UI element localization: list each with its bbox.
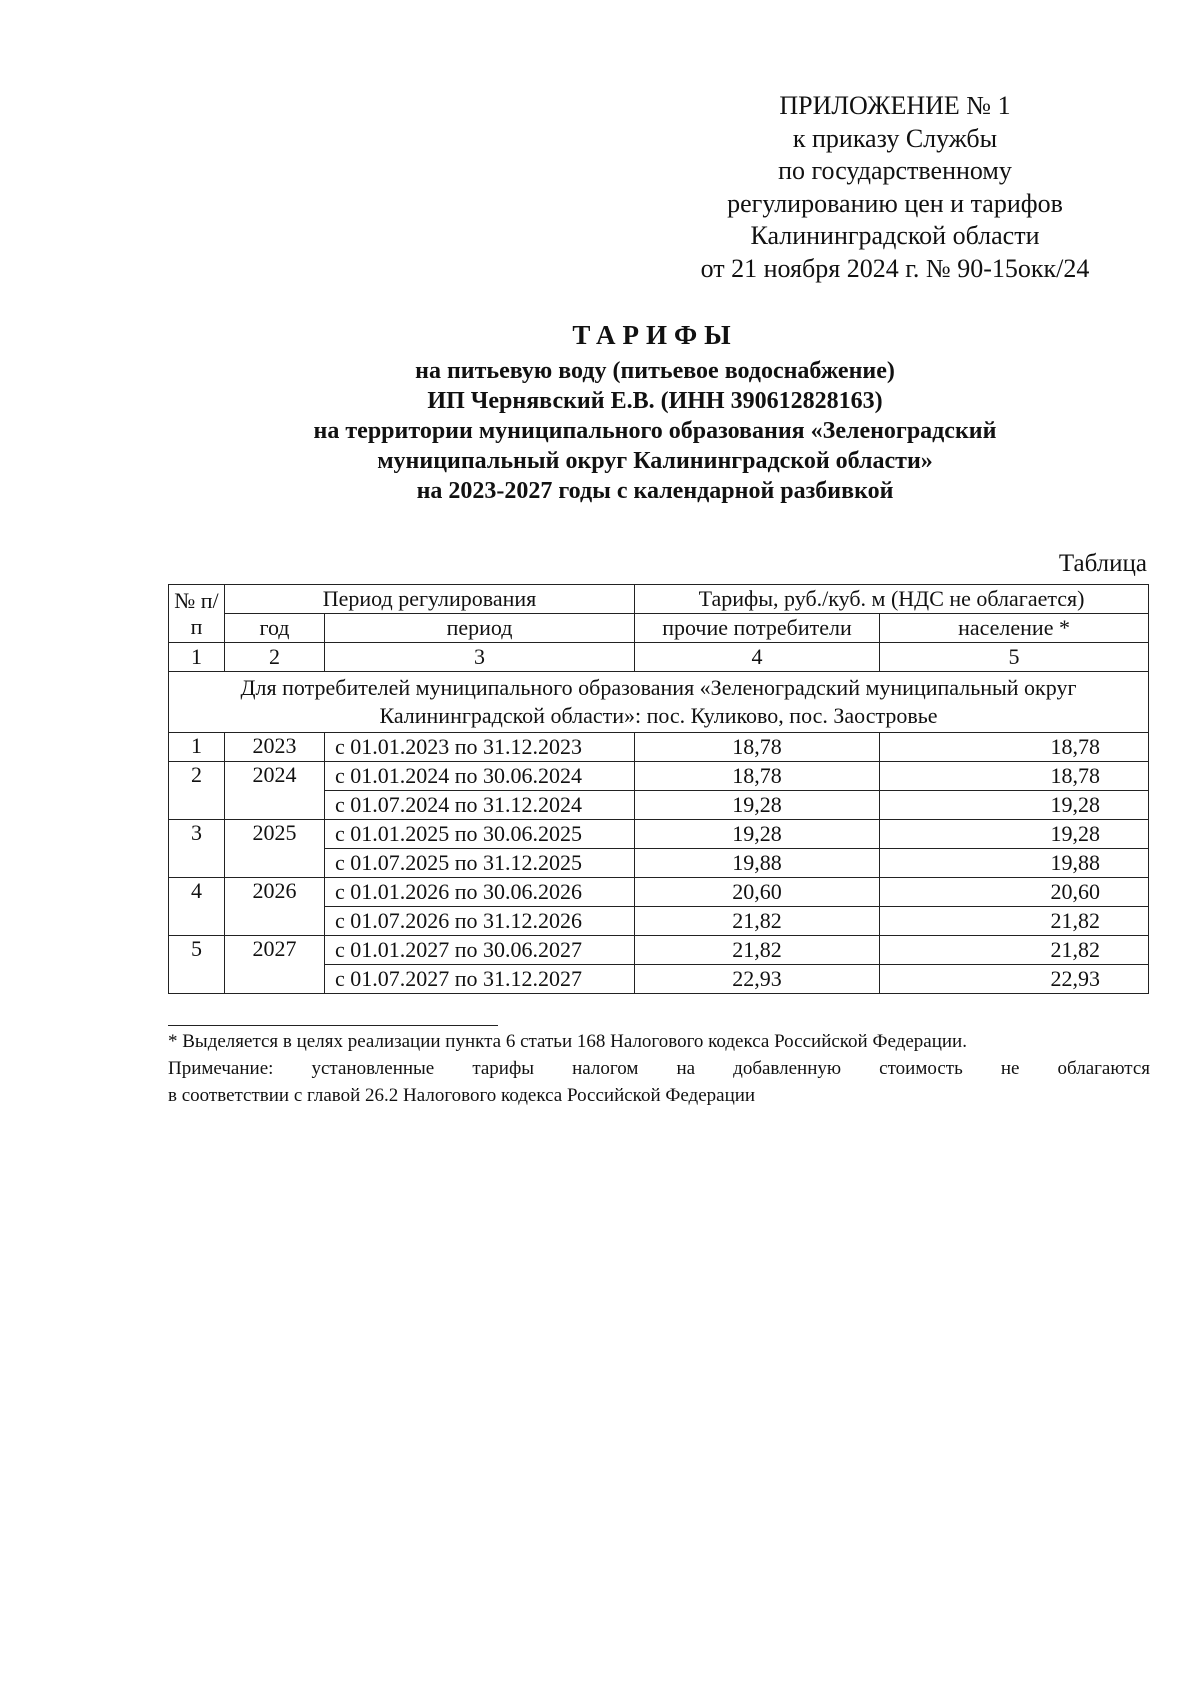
appendix-line: к приказу Службы <box>792 123 998 153</box>
footnote-divider <box>168 1025 498 1026</box>
footnote-note-line: Примечание: установленные тарифы налогом на добавленную стоимость не облагаются <box>168 1058 1150 1079</box>
row-period: с 01.07.2027 по 31.12.2027 <box>325 965 635 994</box>
row-number: 2 <box>169 762 225 820</box>
table-row <box>169 733 1149 762</box>
footnotes <box>168 1028 1150 1109</box>
row-number: 1 <box>169 733 225 762</box>
row-tariff-other: 22,93 <box>635 965 880 994</box>
row-tariff-population: 21,82 <box>880 936 1149 965</box>
table-row <box>169 820 1149 849</box>
document-title: ТАРИФЫ <box>572 320 738 350</box>
appendix-line: Калининградской области <box>750 221 1040 250</box>
row-year: 2026 <box>225 878 325 936</box>
row-tariff-other: 19,88 <box>635 849 880 878</box>
column-number-row <box>169 643 1149 672</box>
title-line: ИП Чернявский Е.В. (ИНН 390612828163) <box>427 388 883 414</box>
column-number: 2 <box>225 643 325 672</box>
row-tariff-other: 19,28 <box>635 820 880 849</box>
row-tariff-population: 19,88 <box>880 849 1149 878</box>
header-num: № п/п <box>169 585 225 643</box>
table-row <box>169 878 1149 907</box>
column-number: 3 <box>325 643 635 672</box>
title-line: на территории муниципального образования «Зеленоградский <box>313 418 997 444</box>
row-tariff-other: 21,82 <box>635 907 880 936</box>
title-line: на питьевую воду (питьевое водоснабжение) <box>415 358 895 384</box>
row-period: с 01.01.2027 по 30.06.2027 <box>325 936 635 965</box>
footnote-note-line: в соответствии с главой 26.2 Налогового кодекса Российской Федерации <box>168 1085 756 1106</box>
row-period: с 01.01.2025 по 30.06.2025 <box>325 820 635 849</box>
row-year: 2024 <box>225 762 325 820</box>
table-row <box>169 762 1149 791</box>
row-year: 2025 <box>225 820 325 878</box>
appendix-title: ПРИЛОЖЕНИЕ № 1 <box>779 91 1011 120</box>
row-number: 3 <box>169 820 225 878</box>
footnote-asterisk: * Выделяется в целях реализации пункта 6 статьи 168 Налогового кодекса Российской Федерации. <box>168 1031 967 1052</box>
row-tariff-other: 18,78 <box>635 733 880 762</box>
row-year: 2027 <box>225 936 325 994</box>
row-period: с 01.01.2026 по 30.06.2026 <box>325 878 635 907</box>
row-number: 4 <box>169 878 225 936</box>
row-period: с 01.07.2025 по 31.12.2025 <box>325 849 635 878</box>
document-title-block <box>170 320 1140 506</box>
appendix-order-date: от 21 ноября 2024 г. № 90-15окк/24 <box>700 253 1090 283</box>
row-tariff-other: 20,60 <box>635 878 880 907</box>
appendix-header <box>640 90 1150 285</box>
header-year: год <box>225 614 325 643</box>
row-tariff-population: 19,28 <box>880 791 1149 820</box>
row-period: с 01.07.2026 по 31.12.2026 <box>325 907 635 936</box>
column-number: 1 <box>169 643 225 672</box>
row-period: с 01.01.2024 по 30.06.2024 <box>325 762 635 791</box>
section-title: Для потребителей муниципального образования «Зеленоградский муниципальный округ Калининградской области»: пос. Куликово, пос. Заостровье <box>169 672 1149 733</box>
column-number: 4 <box>635 643 880 672</box>
table-subheader-row <box>169 614 1149 643</box>
appendix-line: по государственному <box>778 156 1012 185</box>
row-tariff-population: 19,28 <box>880 820 1149 849</box>
appendix-line: регулированию цен и тарифов <box>727 188 1063 218</box>
header-population: население * <box>880 614 1149 643</box>
row-tariff-population: 22,93 <box>880 965 1149 994</box>
row-tariff-population: 21,82 <box>880 907 1149 936</box>
title-line: муниципальный округ Калининградской области» <box>377 448 933 474</box>
header-other-consumers: прочие потребители <box>635 614 880 643</box>
row-number: 5 <box>169 936 225 994</box>
row-year: 2023 <box>225 733 325 762</box>
tariff-table <box>168 584 1149 994</box>
header-period-group: Период регулирования <box>225 585 635 614</box>
row-period: с 01.01.2023 по 31.12.2023 <box>325 733 635 762</box>
table-row <box>169 936 1149 965</box>
row-tariff-population: 18,78 <box>880 762 1149 791</box>
row-period: с 01.07.2024 по 31.12.2024 <box>325 791 635 820</box>
row-tariff-other: 18,78 <box>635 762 880 791</box>
row-tariff-population: 20,60 <box>880 878 1149 907</box>
section-title-row <box>169 672 1149 733</box>
row-tariff-other: 19,28 <box>635 791 880 820</box>
column-number: 5 <box>880 643 1149 672</box>
row-tariff-population: 18,78 <box>880 733 1149 762</box>
header-period: период <box>325 614 635 643</box>
header-tariff-group: Тарифы, руб./куб. м (НДС не облагается) <box>635 585 1149 614</box>
title-line: на 2023-2027 годы с календарной разбивкой <box>416 478 894 504</box>
row-tariff-other: 21,82 <box>635 936 880 965</box>
table-header-row <box>169 585 1149 614</box>
table-caption: Таблица <box>1058 550 1147 577</box>
